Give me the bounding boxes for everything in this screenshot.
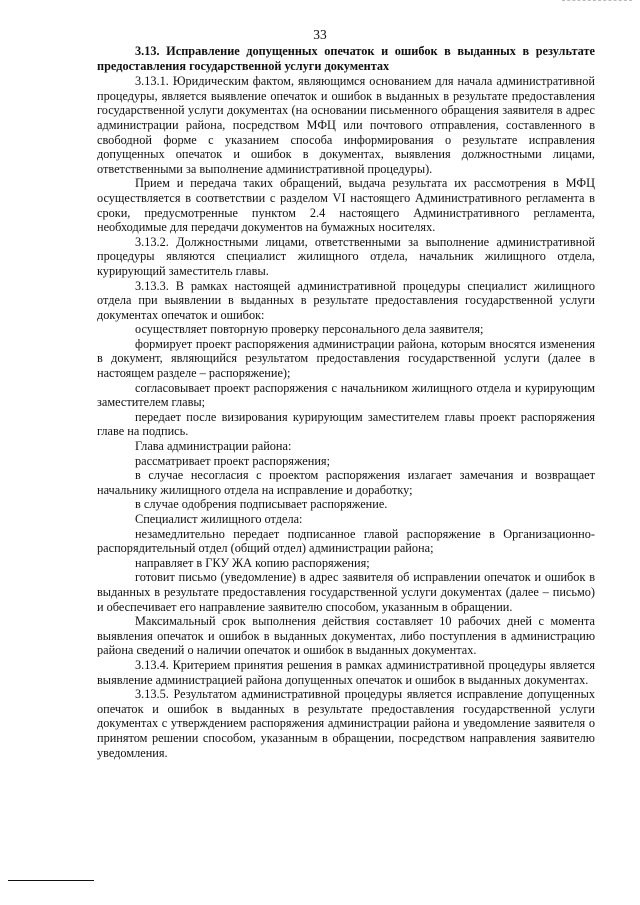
section-heading: 3.13. Исправление допущенных опечаток и ошибок в выданных в результате предоставления государственной услуги документах: [97, 44, 595, 73]
list-item-recheck: осуществляет повторную проверку персонального дела заявителя;: [135, 322, 484, 337]
list-item-submit-signature: передает после визирования курирующим заместителем главы проект распоряжения главе на подпись.: [97, 409, 595, 439]
list-item-approve-draft: согласовывает проект распоряжения с начальником жилищного отдела и курирующим заместителем главы;: [97, 380, 595, 410]
list-item-prepare-letter: готовит письмо (уведомление) в адрес заявителя об исправлении опечаток и ошибок в выданных в результате предоставления государственной услуги документах (далее – письмо) и обеспечивает его направление заявителю способом, указанным в обращении.: [97, 570, 595, 614]
subheading-housing-specialist: Специалист жилищного отдела:: [135, 512, 303, 526]
paragraph-3-13-5: 3.13.5. Результатом административной процедуры является исправление допущенных опечаток и ошибок в выданных в результате предоставления государственной услуги документах с утверждением распоряжения администрации района и уведомление заявителя о принятом решении способом, указанным в обращении, посредством направления заявителю уведомления.: [97, 687, 595, 760]
paragraph-3-13-1: 3.13.1. Юридическим фактом, являющимся основанием для начала административной процедуры, является выявление опечаток и ошибок в выданных в результате предоставления государственной услуги документах (на основании письменного обращения заявителя в адрес администрации района, посредством МФЦ или почтового отправления, составленного в свободной форме с указанием способа информирования о результате исправления допущенных опечаток и ошибок в документах, выявления должностными лицами, ответственными за выполнение административной процедуры).: [97, 74, 595, 176]
footnote-divider: [8, 880, 94, 881]
document-body: [97, 44, 595, 760]
paragraph-reception: Прием и передача таких обращений, выдача результата их рассмотрения в МФЦ осуществляется в соответствии с разделом VI настоящего Административного регламента в сроки, предусмотренные пунктом 2.4 настоящего Административного регламента, необходимые для передачи документов на бумажных носителях.: [97, 176, 595, 235]
paragraph-3-13-3: 3.13.3. В рамках настоящей административной процедуры специалист жилищного отдела при выявлении в выданных в результате предоставления государственной услуги документах опечаток и ошибок:: [97, 278, 595, 322]
subheading-head-of-administration: Глава администрации района:: [135, 439, 292, 454]
paragraph-3-13-2: 3.13.2. Должностными лицами, ответственными за выполнение административной процедуры являются специалист жилищного отдела, начальник жилищного отдела, курирующий заместитель главы.: [97, 234, 595, 278]
paragraph-3-13-4: 3.13.4. Критерием принятия решения в рамках административной процедуры является выявление администрацией района допущенных опечаток и ошибок в выданных документах.: [97, 657, 595, 687]
list-item-disagreement: в случае несогласия с проектом распоряжения излагает замечания и возвращает начальнику жилищного отдела на исправление и доработку;: [97, 468, 595, 497]
list-item-transfer-order: незамедлительно передает подписанное главой распоряжение в Организационно-распорядительный отдел (общий отдел) администрации района;: [97, 526, 595, 556]
paragraph-max-term: Максимальный срок выполнения действия составляет 10 рабочих дней с момента выявления опечаток и ошибок в выданных документах, либо поступления в администрацию района сведений о наличии опечаток и ошибок в выданных документах.: [97, 614, 595, 658]
list-item-draft-order: формирует проект распоряжения администрации района, которым вносятся изменения в документ, являющийся результатом предоставления государственной услуги (далее в настоящем разделе – распоряжение);: [97, 336, 595, 381]
list-item-review-draft: рассматривает проект распоряжения;: [135, 453, 330, 468]
list-item-approval: в случае одобрения подписывает распоряжение.: [135, 497, 388, 512]
list-item-send-copy: направляет в ГКУ ЖА копию распоряжения;: [135, 555, 370, 570]
scan-corner-marks: [562, 0, 632, 4]
page-number: 33: [313, 27, 327, 42]
